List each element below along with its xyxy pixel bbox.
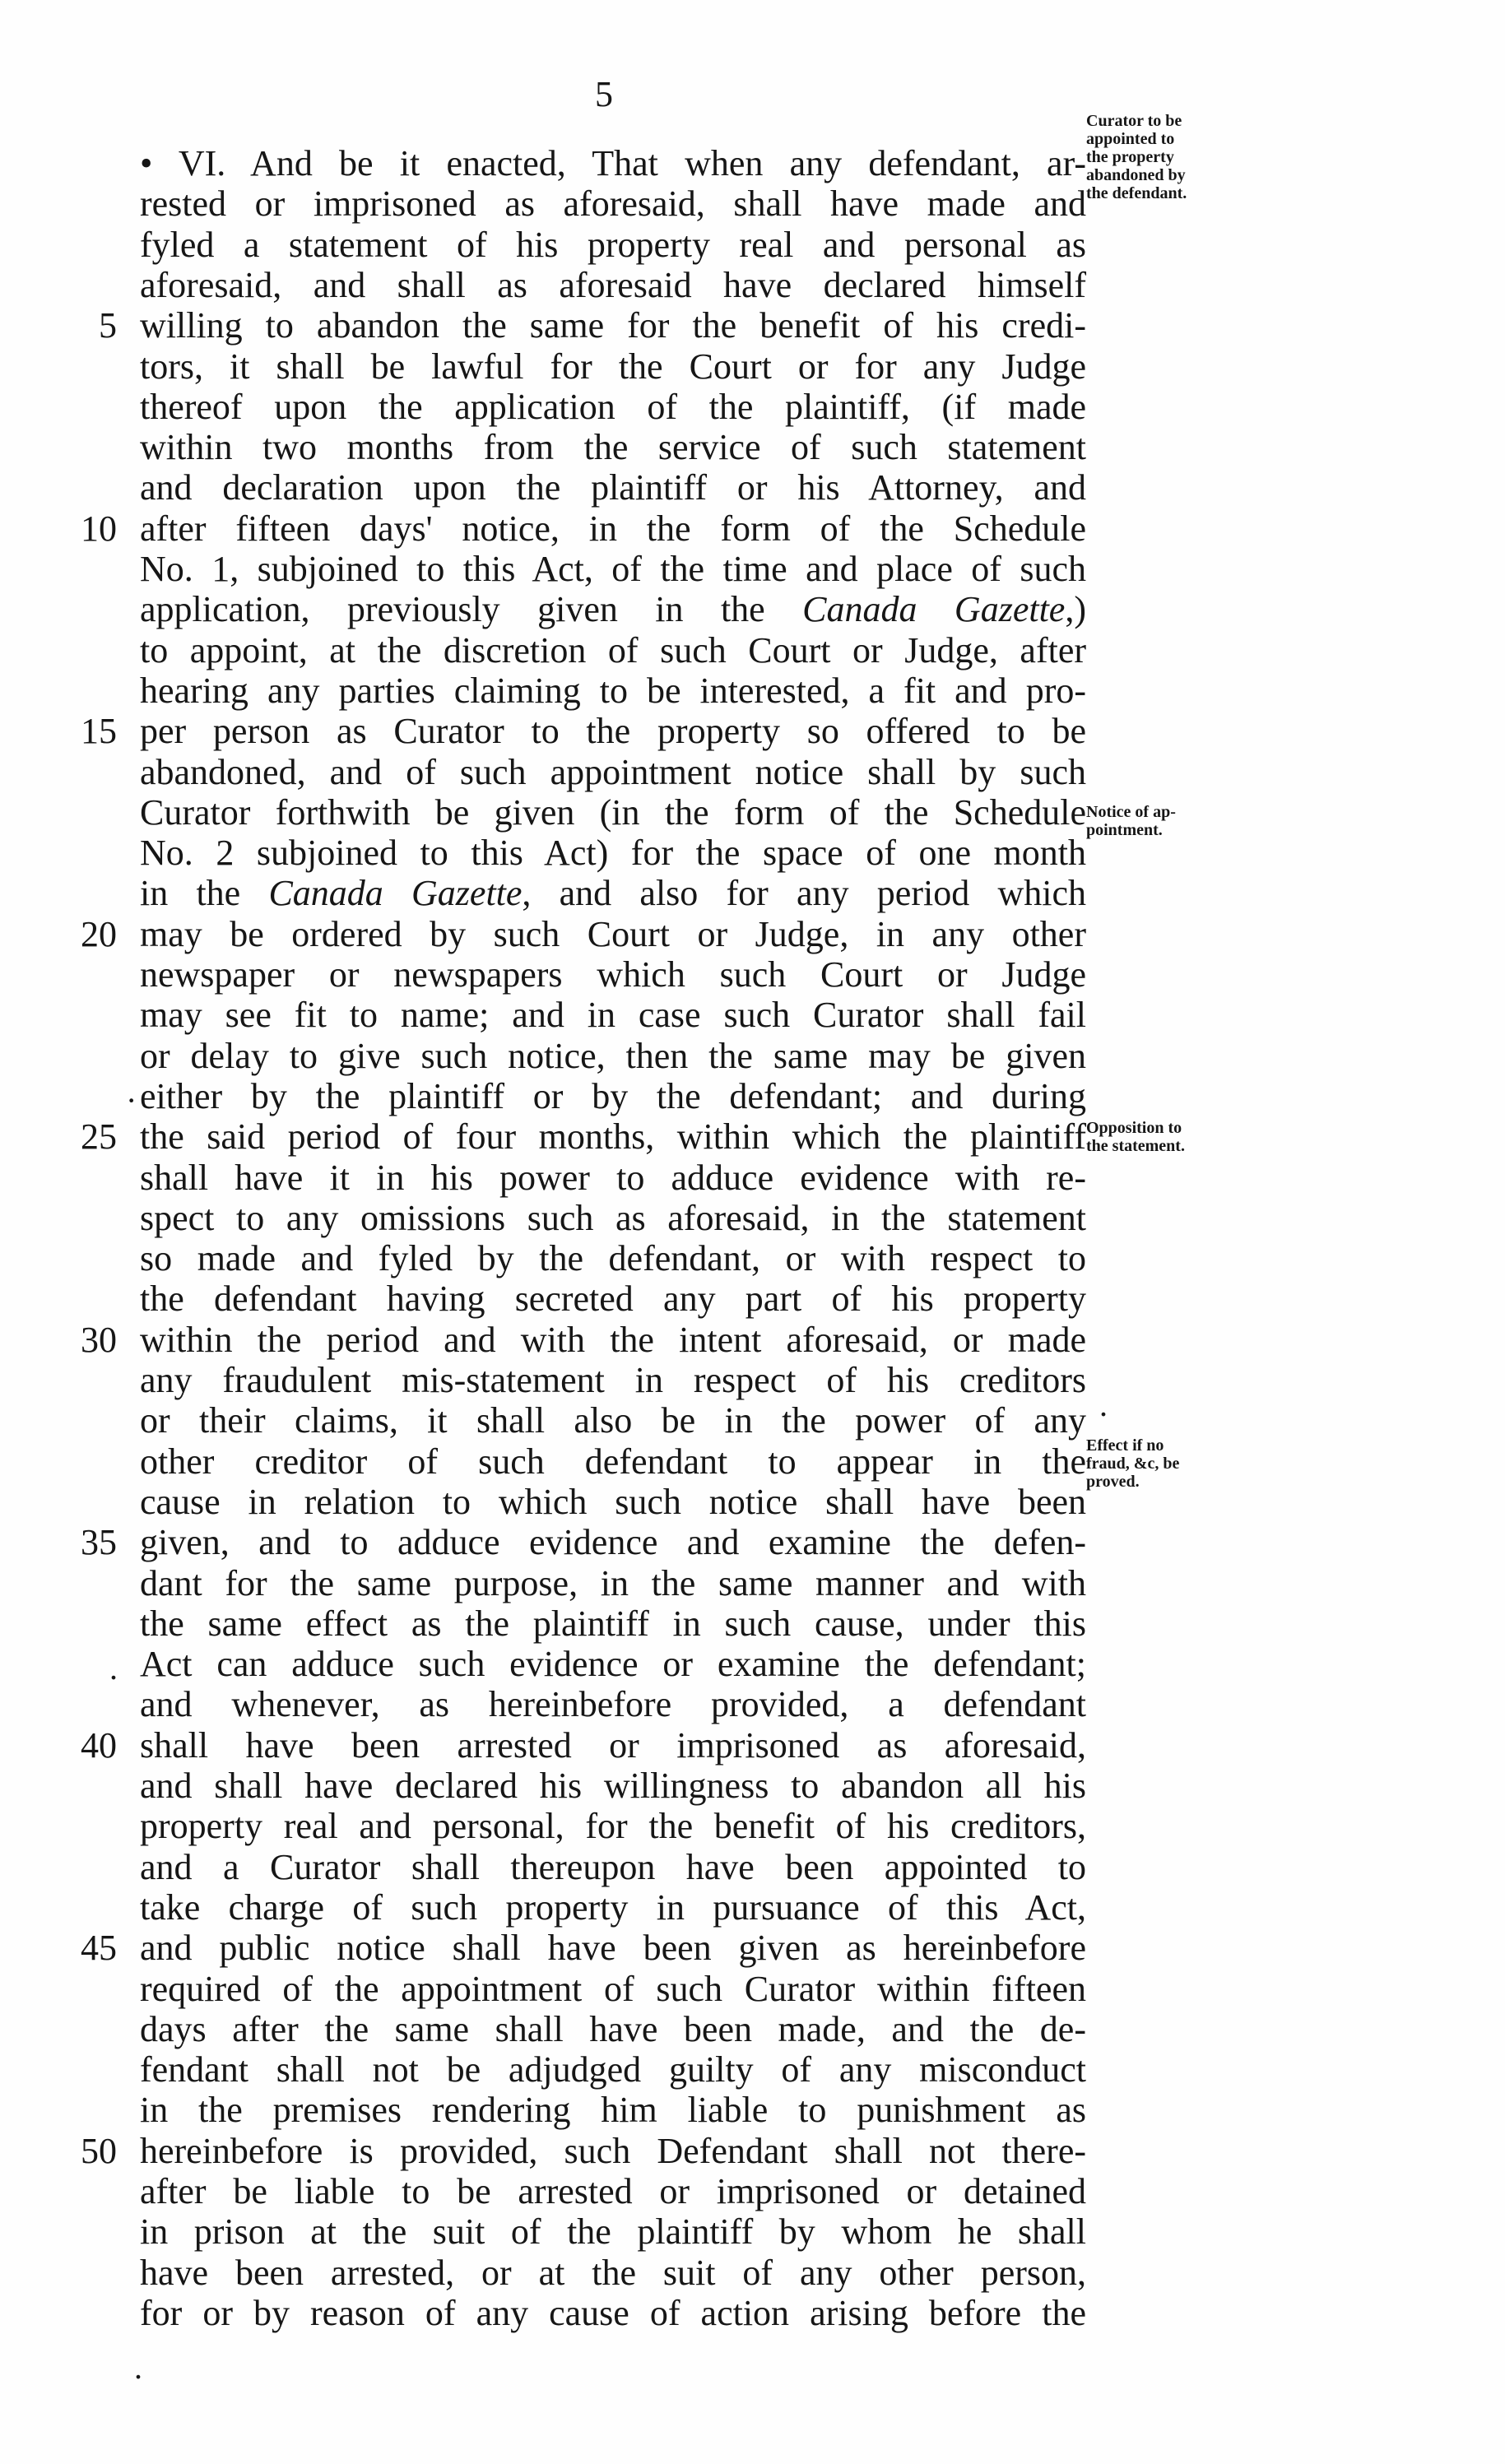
line-number: 40 (81, 1725, 117, 1766)
line-number: 5 (99, 305, 117, 346)
text-line: within two months from the service of such statement (140, 427, 1086, 467)
text-line: other creditor of such defendant to appear in the (140, 1441, 1086, 1482)
text-line: abandoned, and of such appointment notice shall by such (140, 752, 1086, 792)
text-line: dant for the same purpose, in the same manner and with (140, 1563, 1086, 1603)
text-line: either by the plaintiff or by the defendant; and during (140, 1076, 1086, 1116)
stray-mark: · (126, 1082, 137, 1119)
text-line: days after the same shall have been made, and the de- (140, 2009, 1086, 2049)
text-line: for or by reason of any cause of action arising before the (140, 2293, 1086, 2333)
text-line: and shall have declared his willingness to abandon all his (140, 1766, 1086, 1806)
text-line: may see fit to name; and in case such Curator shall fail (140, 995, 1086, 1035)
line-number: 35 (81, 1522, 117, 1562)
text-line: Act can adduce such evidence or examine the defendant; (140, 1644, 1086, 1684)
margin-note-effect: Effect if no fraud, &c, be proved. (1086, 1436, 1180, 1491)
text-line: spect to any omissions such as aforesaid, in the statement (140, 1198, 1086, 1238)
text-line: willing to abandon the same for the benefit of his credi- (140, 305, 1086, 346)
text-line: after be liable to be arrested or imprisoned or detained (140, 2171, 1086, 2211)
line-number: 45 (81, 1928, 117, 1968)
text-line: shall have been arrested or imprisoned as aforesaid, (140, 1725, 1086, 1766)
text-line: in the Canada Gazette, and also for any period which (140, 873, 1086, 913)
text-line: required of the appointment of such Curator within fifteen (140, 1969, 1086, 2009)
text-line: newspaper or newspapers which such Court or Judge (140, 954, 1086, 995)
text-line: or their claims, it shall also be in the power of any (140, 1400, 1086, 1441)
text-line: property real and personal, for the benefit of his creditors, (140, 1806, 1086, 1846)
text-line: in prison at the suit of the plaintiff by whom he shall (140, 2211, 1086, 2252)
text-line: and public notice shall have been given as hereinbefore (140, 1928, 1086, 1968)
text-line: rested or imprisoned as aforesaid, shall have made and (140, 183, 1086, 224)
text-line: the said period of four months, within which the plaintiff (140, 1116, 1086, 1157)
line-number: 15 (81, 711, 117, 751)
text-line: fyled a statement of his property real and personal as (140, 225, 1086, 265)
text-line: shall have it in his power to adduce evidence with re- (140, 1158, 1086, 1198)
line-number: 25 (81, 1116, 117, 1157)
line-number: 20 (81, 914, 117, 954)
text-line: and declaration upon the plaintiff or his Attorney, and (140, 467, 1086, 508)
text-line: have been arrested, or at the suit of any other person, (140, 2253, 1086, 2293)
stray-mark: . (134, 2349, 142, 2386)
line-number: 30 (81, 1320, 117, 1360)
text-line: aforesaid, and shall as aforesaid have declared himself (140, 265, 1086, 305)
text-line: tors, it shall be lawful for the Court or for any Judge (140, 346, 1086, 387)
text-line: within the period and with the intent aforesaid, or made (140, 1320, 1086, 1360)
text-line: Curator forthwith be given (in the form of the Schedule (140, 792, 1086, 833)
text-line: hereinbefore is provided, such Defendant shall not there- (140, 2131, 1086, 2171)
text-line: the defendant having secreted any part of his property (140, 1278, 1086, 1319)
page-number: 5 (595, 74, 613, 114)
text-line: to appoint, at the discretion of such Court or Judge, after (140, 630, 1086, 671)
text-line: cause in relation to which such notice shall have been (140, 1482, 1086, 1522)
stray-mark: . (109, 1650, 118, 1687)
text-line: any fraudulent mis-statement in respect of his creditors (140, 1360, 1086, 1400)
text-line: per person as Curator to the property so offered to be (140, 711, 1086, 751)
text-line: take charge of such property in pursuance of this Act, (140, 1887, 1086, 1928)
text-line: may be ordered by such Court or Judge, in any other (140, 914, 1086, 954)
line-number: 50 (81, 2131, 117, 2171)
text-line: and whenever, as hereinbefore provided, a defendant (140, 1684, 1086, 1724)
margin-note-notice: Notice of ap- pointment. (1086, 803, 1176, 839)
text-line: in the premises rendering him liable to punishment as (140, 2090, 1086, 2130)
line-number: 10 (81, 508, 117, 549)
text-line: the same effect as the plaintiff in such cause, under this (140, 1603, 1086, 1644)
text-line: No. 2 subjoined to this Act) for the space of one month (140, 833, 1086, 873)
gazette-title: Canada Gazette (268, 873, 523, 913)
text-line: fendant shall not be adjudged guilty of any misconduct (140, 2049, 1086, 2090)
margin-note-curator: Curator to be appointed to the property abandoned by the defendant. (1086, 112, 1187, 202)
margin-note-opposition: Opposition to the statement. (1086, 1119, 1185, 1155)
gazette-title: Canada Gazette (802, 589, 1066, 629)
text-line: given, and to adduce evidence and examine the defen- (140, 1522, 1086, 1562)
text-line: or delay to give such notice, then the same may be given (140, 1036, 1086, 1076)
text-line: and a Curator shall thereupon have been appointed to (140, 1847, 1086, 1887)
text-line: thereof upon the application of the plaintiff, (if made (140, 387, 1086, 427)
text-line: • VI. And be it enacted, That when any defendant, ar- (140, 143, 1086, 183)
text-line: No. 1, subjoined to this Act, of the time and place of such (140, 549, 1086, 589)
text-line: so made and fyled by the defendant, or with respect to (140, 1238, 1086, 1278)
stray-mark: . (1099, 1386, 1108, 1423)
text-line: application, previously given in the Canada Gazette,) (140, 589, 1086, 629)
text-line: hearing any parties claiming to be interested, a fit and pro- (140, 671, 1086, 711)
text-line: after fifteen days' notice, in the form of the Schedule (140, 508, 1086, 549)
